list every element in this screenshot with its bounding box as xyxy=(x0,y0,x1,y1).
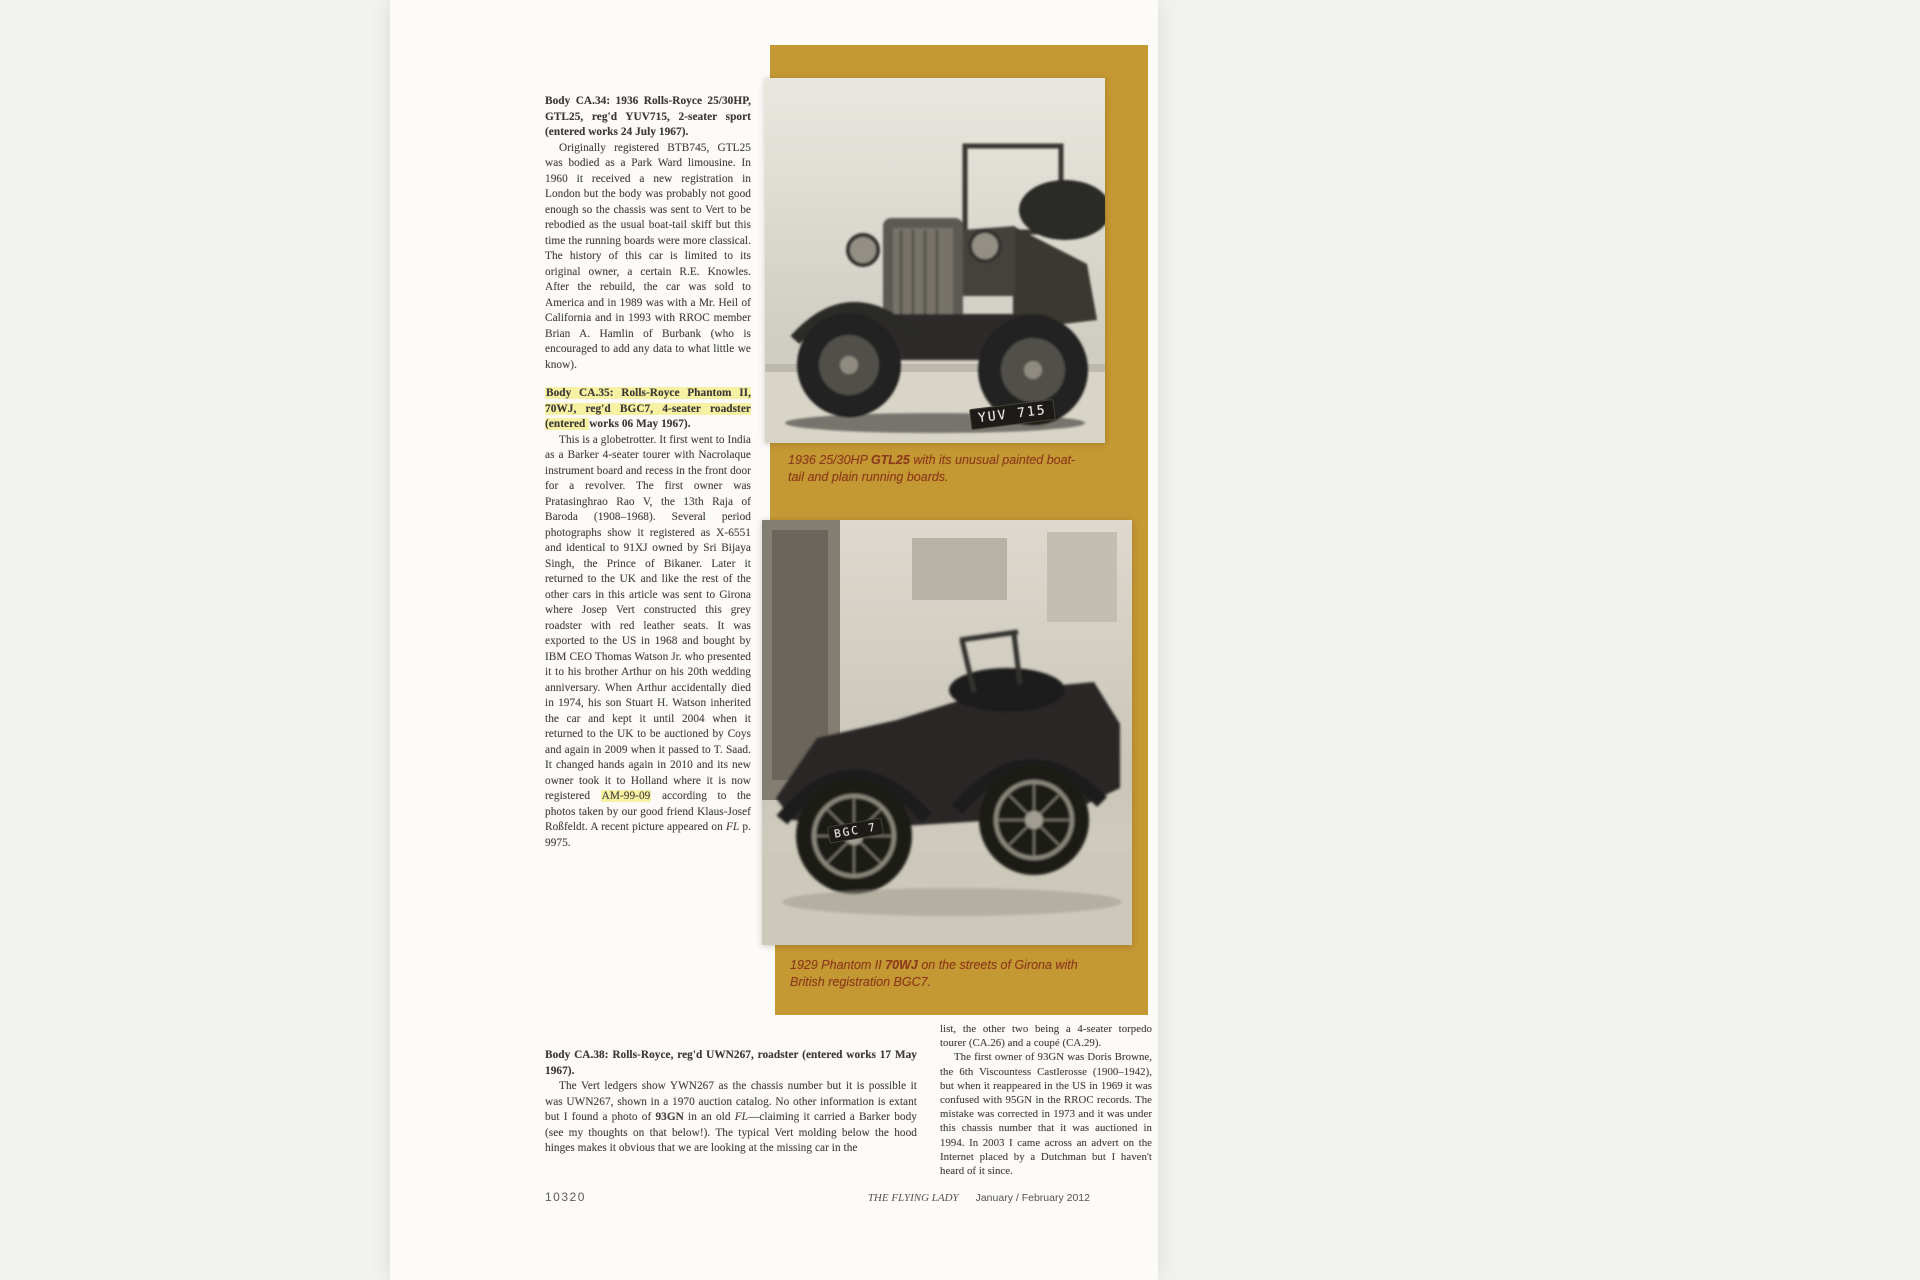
magazine-page xyxy=(390,0,1158,1280)
section-ca34-heading: Body CA.34: 1936 Rolls-Royce 25/30HP, GTL25, reg'd YUV715, 2-seater sport (entered works 24 July 1967). xyxy=(545,95,751,138)
caption-text: 1929 Phantom II xyxy=(790,958,886,972)
body-text: This is a globetrotter. It first went to India as a Barker 4-seater tourer with Nacrolaque instrument board and recess in the front door for a revolver. The first owner was Pratasinghrao Rao V, the 13th Raja of Baroda (1908–1968). Several period photographs show it registered as X-6551 and identical to 91XJ owned by Sri Bijaya Singh, the Prince of Bikaner. Later it returned to the UK and like the rest of the other cars in this article was sent to Girona where Josep Vert constructed this grey roadster with red leather seats. It was exported to the US in 1968 and bought by IBM CEO Thomas Watson Jr. who presented it to his brother Arthur on his 20th wedding anniversary. When Arthur accidentally died in 1974, his son Stuart H. Watson inherited the car and kept it until 2004 when it returned to the UK to be auctioned by Coys and again in 2009 when it passed to T. Saad. It changed hands again in 2010 and its new owner took it to Holland where it is now registered xyxy=(545,433,751,802)
article-column-right xyxy=(940,1022,1152,1178)
right-column-paragraph-1: list, the other two being a 4-seater torpedo tourer (CA.26) and a coupé (CA.29). xyxy=(940,1023,1152,1050)
journal-abbreviation: FL xyxy=(725,821,740,833)
heading-text: works 06 May 1967). xyxy=(589,418,691,430)
section-ca38-body xyxy=(545,1079,917,1157)
footer-issue-date: January / February 2012 xyxy=(975,1192,1090,1204)
section-ca38 xyxy=(545,1048,917,1157)
photo-1929-70wj xyxy=(762,520,1132,945)
number-plate-bgc7: BGC 7 xyxy=(827,817,884,843)
body-text: p. 9975. xyxy=(545,821,751,849)
journal-abbreviation: FL xyxy=(734,1111,749,1123)
caption-text: with its unusual painted boat-tail and plain running boards. xyxy=(788,453,1076,484)
footer-publication xyxy=(770,1192,1090,1204)
right-column-paragraph-2: The first owner of 93GN was Doris Browne, the 6th Viscountess Castlerosse (1900–1942), but when it reappeared in the US in 1969 it was confused with 95GN in the RROC records. The mistake was corrected in 1973 and it was under this chassis number that it was auctioned in 1994. In 2003 I came across an advert on the Internet placed by a Dutchman but I haven't heard of it since. xyxy=(940,1051,1152,1178)
caption-text: on the streets of Girona with British registration BGC7. xyxy=(790,958,1078,989)
highlighted-heading-text: Body CA.35: Rolls-Royce Phantom II, 70WJ, reg'd BGC7, 4-seater roadster (entered xyxy=(545,387,751,430)
section-ca34-body: Originally registered BTB745, GTL25 was bodied as a Park Ward limousine. In 1960 it received a new registration in London but the body was probably not good enough so the chassis was sent to Vert to be rebodied as the usual boat-tail skiff but this time the running boards were more classical. The history of this car is limited to its original owner, a certain R.E. Knowles. After the rebuild, the car was sold to America and in 1989 was with a Mr. Heil of California and in 1993 with RROC member Brian A. Hamlin of Burbank (who is encouraged to add any data to what little we know). xyxy=(545,141,751,371)
body-text: —claiming it carried a Barker body (see my thoughts on that below!). The typical Vert molding below the hood hinges makes it obvious that we are looking at the missing car in the xyxy=(545,1111,917,1154)
photo-1936-gtl25 xyxy=(765,78,1105,443)
footer-page-number: 10320 xyxy=(545,1190,586,1204)
caption-car-id: GTL25 xyxy=(870,453,910,467)
section-ca35-heading xyxy=(545,386,751,433)
photo-caption-70wj xyxy=(790,957,1096,991)
highlighted-registration: AM-99-09 xyxy=(601,790,651,802)
number-plate-yuv715: YUV 715 xyxy=(969,399,1056,430)
section-ca38-heading: Body CA.38: Rolls-Royce, reg'd UWN267, roadster (entered works 17 May 1967). xyxy=(545,1049,917,1077)
caption-car-id: 70WJ xyxy=(885,958,918,972)
car-illustration-gtl25 xyxy=(765,78,1105,443)
article-column-left xyxy=(545,94,751,851)
car-illustration-70wj xyxy=(762,520,1132,945)
footer-magazine-title: THE FLYING LADY xyxy=(867,1192,959,1204)
body-text: in an old xyxy=(683,1111,735,1123)
chassis-number-bold: 93GN xyxy=(655,1111,684,1123)
caption-text: 1936 25/30HP xyxy=(788,453,871,467)
body-text: according to the photos taken by our good friend Klaus-Josef Roßfeldt. A recent picture appeared on xyxy=(545,790,751,833)
photo-caption-gtl25 xyxy=(788,452,1084,486)
body-text: The Vert ledgers show YWN267 as the chassis number but it is possible it was UWN267, shown in a 1970 auction catalog. No other information is extant but I found a photo of xyxy=(545,1080,917,1123)
section-ca35-body xyxy=(545,433,751,852)
